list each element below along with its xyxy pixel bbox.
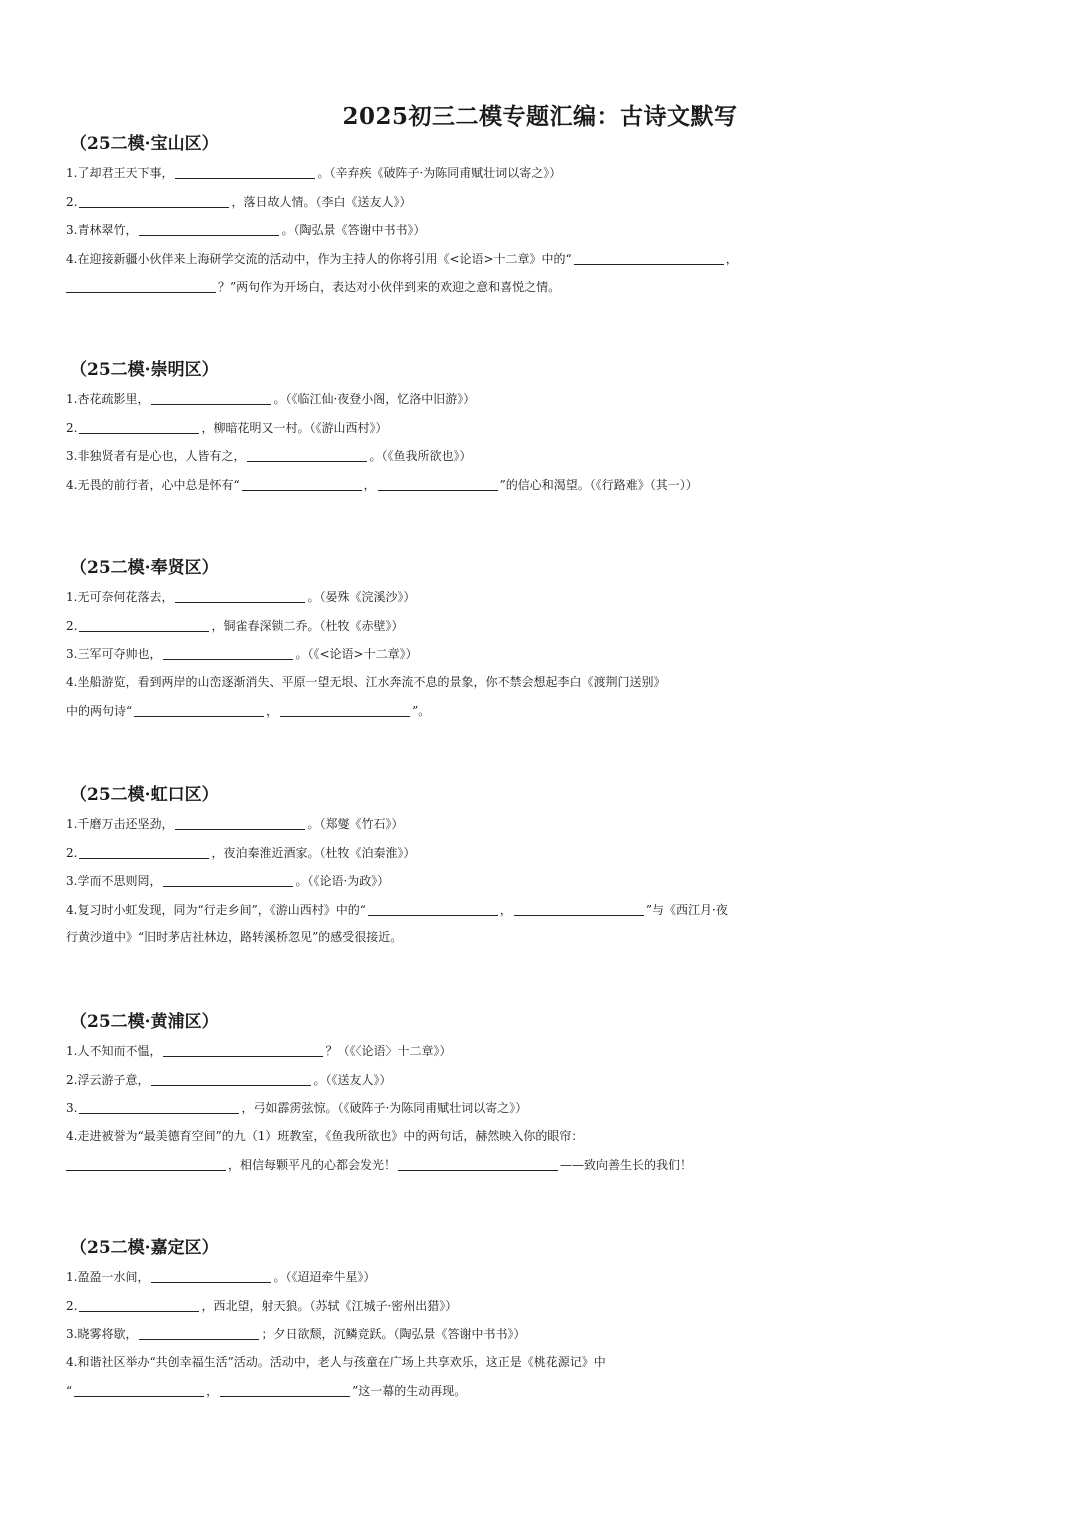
- question-text: 2.: [66, 845, 78, 860]
- question-text: ，: [206, 1384, 219, 1398]
- question-item: [66, 1348, 1026, 1377]
- question-text: 3.晓雾将歇，: [66, 1327, 138, 1341]
- question-item: [66, 1093, 1026, 1122]
- section-heading: （25二模·黄浦区）: [70, 1012, 219, 1032]
- question-text: ，: [266, 704, 279, 718]
- question-text: 4.和谐社区举办“共创幸福生活”活动。活动中，老人与孩童在广场上共享欢乐，这正是《桃花源记》中: [66, 1354, 606, 1369]
- question-item: [66, 413, 1026, 442]
- question-item: [66, 639, 1026, 668]
- question-text: 4.复习时小虹发现，同为“行走乡间”，《游山西村》中的“: [66, 902, 366, 917]
- answer-blank[interactable]: [220, 1376, 350, 1397]
- question-text: “: [66, 1384, 73, 1398]
- answer-blank[interactable]: [175, 158, 315, 179]
- question-item: [66, 1262, 1026, 1291]
- question-text: ，: [725, 251, 738, 266]
- question-text: 2.: [66, 194, 78, 209]
- question-text: ，夜泊秦淮近酒家。（杜牧《泊秦淮》）: [211, 845, 416, 860]
- question-item: [66, 895, 1026, 924]
- question-item: [66, 1036, 1026, 1065]
- question-text: ？（《〈论语〉十二章》）: [325, 1044, 452, 1058]
- answer-blank[interactable]: [242, 470, 362, 491]
- question-text: 。（陶弘景《答谢中书书》）: [281, 223, 426, 237]
- answer-blank[interactable]: [66, 272, 216, 293]
- question-text: 1.盈盈一水间，: [66, 1270, 150, 1284]
- question-text: 2.: [66, 1298, 78, 1313]
- question-item: [66, 611, 1026, 640]
- answer-blank[interactable]: [74, 1376, 204, 1397]
- answer-blank[interactable]: [398, 1150, 558, 1171]
- section-heading: （25二模·虹口区）: [70, 785, 219, 805]
- question-item: [66, 1291, 1026, 1320]
- answer-blank[interactable]: [151, 1262, 271, 1283]
- answer-blank[interactable]: [66, 1150, 226, 1171]
- question-text: ？”两句作为开场白，表达对小伙伴到来的欢迎之意和喜悦之情。: [218, 280, 561, 294]
- section-chongming: [66, 356, 1026, 498]
- answer-blank[interactable]: [151, 384, 271, 405]
- answer-blank[interactable]: [247, 441, 367, 462]
- question-text: 。（《迢迢牵牛星》）: [273, 1270, 376, 1284]
- answer-blank[interactable]: [79, 611, 209, 632]
- question-text: 1.人不知而不愠，: [66, 1044, 162, 1058]
- answer-blank[interactable]: [139, 215, 279, 236]
- answer-blank[interactable]: [163, 639, 293, 660]
- section-huangpu: [66, 1008, 1026, 1179]
- question-text: 3.三军可夺帅也，: [66, 647, 162, 661]
- section-heading: （25二模·奉贤区）: [70, 558, 219, 578]
- question-text: 2.: [66, 420, 78, 435]
- question-text: 4.在迎接新疆小伙伴来上海研学交流的活动中，作为主持人的你将引用《<论语>十二章》中的“: [66, 251, 572, 266]
- answer-blank[interactable]: [175, 582, 305, 603]
- question-text: 。（《论语·为政》）: [295, 874, 390, 888]
- answer-blank[interactable]: [79, 187, 229, 208]
- answer-blank[interactable]: [79, 1291, 199, 1312]
- question-text: ；夕日欲颓，沉鳞竞跃。（陶弘景《答谢中书书》）: [261, 1327, 526, 1341]
- page-title: 2025初三二模专题汇编：古诗文默写: [342, 103, 738, 130]
- question-text: ——致向善生长的我们！: [560, 1158, 693, 1172]
- question-text: 。（晏殊《浣溪沙》）: [307, 590, 416, 604]
- question-item: [66, 441, 1026, 470]
- question-text: ”的信心和渴望。（《行路难》（其一））: [499, 477, 698, 492]
- question-text: 中的两句诗“: [66, 704, 133, 718]
- question-text: ，铜雀春深锁二乔。（杜牧《赤壁》）: [211, 618, 404, 633]
- question-item-continued: [66, 1376, 1026, 1405]
- question-text: ”。: [412, 704, 431, 718]
- question-item: [66, 470, 1026, 499]
- question-text: ，西北望，射天狼。（苏轼《江城子·密州出猎》）: [201, 1298, 458, 1313]
- question-item-continued: [66, 1150, 1026, 1179]
- question-text: 2.: [66, 618, 78, 633]
- section-fengxian: [66, 554, 1026, 725]
- question-text: 4.无畏的前行者，心中总是怀有“: [66, 477, 240, 492]
- answer-blank[interactable]: [151, 1065, 311, 1086]
- answer-blank[interactable]: [134, 696, 264, 717]
- answer-blank[interactable]: [175, 809, 305, 830]
- answer-blank[interactable]: [79, 1093, 239, 1114]
- question-text: 。（《鱼我所欲也》）: [369, 449, 472, 463]
- question-item-continued: [66, 923, 1026, 952]
- answer-blank[interactable]: [163, 866, 293, 887]
- answer-blank[interactable]: [368, 895, 498, 916]
- question-item: [66, 158, 1026, 187]
- question-text: ，落日故人情。（李白《送友人》）: [231, 194, 412, 209]
- section-heading: （25二模·崇明区）: [70, 360, 219, 380]
- question-text: 1.千磨万击还坚劲，: [66, 817, 174, 831]
- section-heading: （25二模·宝山区）: [70, 134, 219, 154]
- question-item-continued: [66, 272, 1026, 301]
- question-text: ，柳暗花明又一村。（《游山西村》）: [201, 420, 388, 435]
- question-text: 。（郑燮《竹石》）: [307, 817, 404, 831]
- section-jiading: [66, 1234, 1026, 1405]
- question-item: [66, 1319, 1026, 1348]
- question-text: 4.走进被誉为“最美德育空间”的九（1）班教室，《鱼我所欲也》中的两句话，赫然映入你的眼帘：: [66, 1128, 584, 1143]
- question-text: 1.了却君王天下事，: [66, 166, 174, 180]
- answer-blank[interactable]: [163, 1036, 323, 1057]
- answer-blank[interactable]: [139, 1319, 259, 1340]
- answer-blank[interactable]: [514, 895, 644, 916]
- question-text: 3.非独贤者有是心也，人皆有之，: [66, 449, 246, 463]
- question-text: 。（辛弃疾《破阵子·为陈同甫赋壮词以寄之》）: [317, 166, 562, 180]
- question-text: ”这一幕的生动再现。: [352, 1384, 467, 1398]
- question-item: [66, 1122, 1026, 1151]
- question-item: [66, 838, 1026, 867]
- question-text: ，: [499, 902, 512, 917]
- answer-blank[interactable]: [79, 413, 199, 434]
- section-heading: （25二模·嘉定区）: [70, 1238, 219, 1258]
- question-item: [66, 809, 1026, 838]
- question-text: ，: [363, 477, 376, 492]
- answer-blank[interactable]: [574, 244, 724, 265]
- question-text: 4.坐船游览，看到两岸的山峦逐渐消失、平原一望无垠、江水奔流不息的景象，你不禁会想起李白《渡荆门送别》: [66, 674, 666, 689]
- question-text: ，弓如霹雳弦惊。（《破阵子·为陈同甫赋壮词以寄之》）: [241, 1101, 528, 1115]
- question-text: 。（《送友人》）: [313, 1072, 392, 1087]
- question-text: 。（《临江仙·夜登小阁，忆洛中旧游》）: [273, 392, 476, 406]
- question-text: 。（《<论语>十二章》）: [295, 647, 418, 661]
- question-item: [66, 582, 1026, 611]
- section-hongkou: [66, 781, 1026, 952]
- question-item: [66, 668, 1026, 697]
- question-item: [66, 187, 1026, 216]
- section-baoshan: [66, 130, 1026, 301]
- question-text: ”与《西江月·夜: [645, 902, 728, 917]
- question-item: [66, 866, 1026, 895]
- question-item-continued: [66, 696, 1026, 725]
- question-item: [66, 384, 1026, 413]
- question-text: ，相信每颗平凡的心都会发光！: [228, 1158, 397, 1172]
- question-text: 2.浮云游子意，: [66, 1072, 150, 1087]
- answer-blank[interactable]: [378, 470, 498, 491]
- answer-blank[interactable]: [79, 838, 209, 859]
- question-text: 3.学而不思则罔，: [66, 874, 162, 888]
- question-text: 行黄沙道中》“旧时茅店社林边，路转溪桥忽见”的感受很接近。: [66, 930, 403, 944]
- question-text: 3.青林翠竹，: [66, 223, 138, 237]
- question-text: 1.杏花疏影里，: [66, 392, 150, 406]
- question-text: 3.: [66, 1101, 78, 1115]
- answer-blank[interactable]: [280, 696, 410, 717]
- question-item: [66, 1065, 1026, 1094]
- question-text: 1.无可奈何花落去，: [66, 590, 174, 604]
- question-item: [66, 244, 1026, 273]
- question-item: [66, 215, 1026, 244]
